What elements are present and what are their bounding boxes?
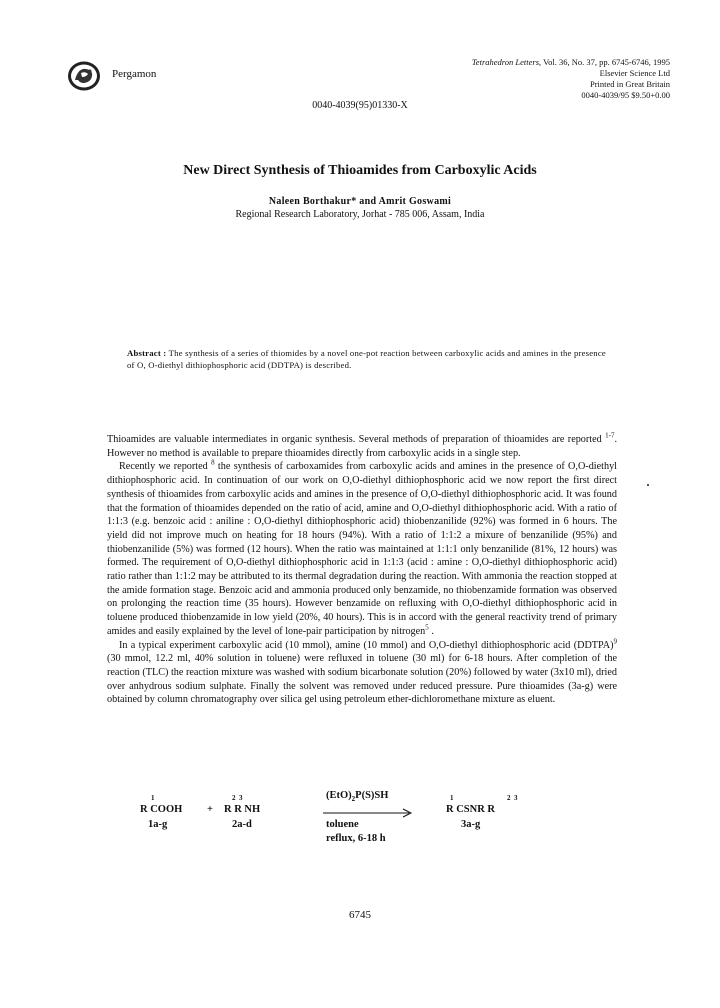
paragraph-3 <box>107 639 617 708</box>
page-number: 6745 <box>349 909 371 921</box>
paragraph-2-text-a: Recently we reported <box>119 461 212 473</box>
authors: Naleen Borthakur* and Amrit Goswami <box>268 196 452 207</box>
acid-label: 1a-g <box>148 819 168 830</box>
amine-label: 2a-d <box>232 819 252 830</box>
journal-details: , Vol. 36, No. 37, pp. 6745-6746, 1995 <box>539 57 670 67</box>
paragraph-3-text-b: (30 mmol, 12.2 ml, 40% solution in toluene) were refluxed in toluene (30 ml) for 6-18 hours. After completion of the reaction (TLC) the reaction mixture was washed with sodium bicarbonate solution (20%) followed by water (3x10 ml), dried over anhydrous sodium sulphate. Finally the solvent was removed under reduced pressure. Pure thioamides (3a-g) were obtained by column chromatography over silica gel using petroleum ether-dichloromethane mixture as eluent. <box>107 653 617 706</box>
reference-marker: 8 <box>211 459 215 468</box>
amine-superscripts: 2 3 <box>232 794 243 802</box>
abstract-text: The synthesis of a series of thiomides by a novel one-pot reaction between carboxylic acids and amines in the presence of O, O-diethyl dithiophosphoric acid (DDTPA) is described. <box>127 348 606 370</box>
scan-speck <box>647 484 649 486</box>
paragraph-1-text-a: Thioamides are valuable intermediates in organic synthesis. Several methods of preparation of thioamides are reported <box>107 434 606 445</box>
abstract <box>127 347 607 371</box>
body-text <box>107 433 617 707</box>
reaction-scheme <box>140 788 560 848</box>
r1-superscript: 1 <box>151 794 155 802</box>
solvent-label: toluene <box>326 819 359 830</box>
journal-name: Tetrahedron Letters <box>471 57 540 67</box>
paragraph-1-text-b: . However no method is available to prepare thioamides directly from carboxylic acids in a single step. <box>107 434 617 459</box>
reference-marker: 1-7 <box>605 431 615 440</box>
reference-marker: 5 <box>425 623 429 632</box>
paragraph-2-text-b: the synthesis of carboxamides from carboxylic acids and amines in the presence of O,O-diethyl dithiophosphoric acid. In continuation of our work on O,O-diethyl dithiophosphoric acid we now report the first direct synthesis of thioamides from carboxylic acids and amines in the presence of O,O-diethyl dithiophosphoric acid. It was found that the formation of thioamides depended on the ratio of acid, amine and O,O-diethyl dithiophosphoric acid. With a ratio of 1:1:3 (e.g. benzoic acid : aniline : O,O-diethyl dithiophosphoric acid) thiobenzanilide (92%) was formed in 6 hours. The yield did not improve much on heating for 18 hours (94%). With a ratio of 1:1:2 a mixure of benzanilide (95%) and thiobenzanilide (5%) was formed (12 hours). When the ratio was maintained at 1:1:1 only benzanilide (81%, 12 hours) was formed. The requirement of O,O-diethyl dithiophosphoric acid in 1:1:3 (acid : amine : O,O-diethyl dithiophosphoric acid) ratio rather than 1:1:2 may be attributed to its thermal degradation during the reaction. With ammonia the reaction stopped at the amide formation stage. Benzoic acid and ammonia produced only benzamide, no thiobenzamide formation was observed on prolonging the reaction time (35 hours). However benzamide on refluxing with O,O-diethyl dithiophosphoric acid in toluene produced thiobenzamide in low yield (20%, 40 hours). This is in accord with the general reactivity trend of primary amides and easily explained by the level of lone-pair participation by nitrogen <box>107 461 618 637</box>
journal-line-4: 0040-4039/95 $9.50+0.00 <box>581 90 670 100</box>
product-superscript-1: 1 <box>450 794 454 802</box>
product-label: 3a-g <box>461 819 481 830</box>
plus-sign: + <box>207 804 213 815</box>
journal-citation <box>472 57 670 101</box>
affiliation: Regional Research Laboratory, Jorhat - 785 006, Assam, India <box>235 209 485 220</box>
reagent-formula <box>326 790 389 804</box>
doi: 0040-4039(95)01330-X <box>312 100 408 111</box>
reagent-part-a: (EtO) <box>326 790 352 801</box>
abstract-label: Abstract : <box>127 348 167 358</box>
paragraph-1 <box>107 433 617 460</box>
carboxylic-acid-formula: R COOH <box>140 804 183 815</box>
paragraph-2-text-c: . <box>428 625 434 637</box>
reference-marker: 9 <box>613 637 617 646</box>
thioamide-product-formula: R CSNR R <box>446 804 496 815</box>
product-superscripts-2-3: 2 3 <box>507 794 518 802</box>
reagent-subscript: 2 <box>351 795 356 804</box>
conditions-label: reflux, 6-18 h <box>326 833 386 844</box>
paragraph-2 <box>107 460 617 638</box>
journal-line-1 <box>472 57 670 68</box>
reaction-arrow-icon <box>323 808 413 818</box>
journal-line-3: Printed in Great Britain <box>589 79 670 89</box>
paragraph-3-text-a: In a typical experiment carboxylic acid (10 mmol), amine (10 mmol) and O,O-diethyl dithiophosphoric acid (DDTPA) <box>119 639 614 651</box>
amine-formula: R R NH <box>224 804 261 815</box>
pergamon-logo-icon <box>66 60 102 92</box>
journal-line-2: Elsevier Science Ltd <box>599 68 670 78</box>
reagent-part-b: P(S)SH <box>355 790 389 801</box>
publisher-name: Pergamon <box>112 68 157 80</box>
paper-title: New Direct Synthesis of Thioamides from Carboxylic Acids <box>183 163 537 178</box>
